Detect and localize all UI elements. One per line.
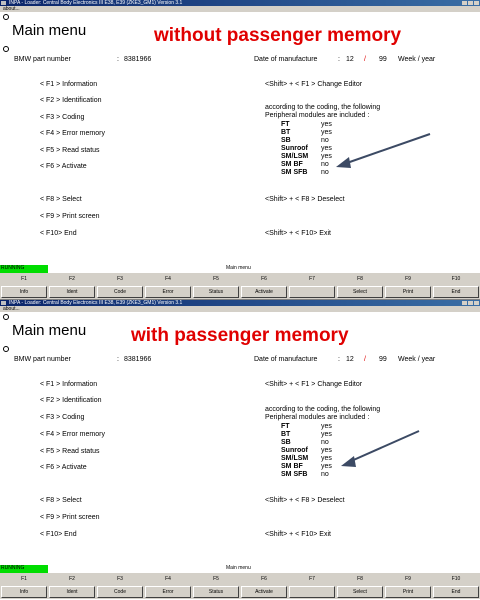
key-f5-read-status[interactable]: < F5 > Read status xyxy=(40,147,100,154)
status-bar xyxy=(0,565,480,573)
window-title: INPA - Loader: Central Body Electronics III E38, E39 (ZKE3_GM1) Version 3.1 xyxy=(9,300,183,306)
key-shift-f8-deselect[interactable]: <Shift> + < F8 > Deselect xyxy=(265,497,345,504)
module-value: no xyxy=(321,169,329,176)
key-f1-information[interactable]: < F1 > Information xyxy=(40,381,98,388)
module-name: SM SFB xyxy=(281,169,308,176)
key-f10-end[interactable]: < F10> End xyxy=(40,230,77,237)
module-value: yes xyxy=(321,447,332,454)
key-f2-identification[interactable]: < F2 > Identification xyxy=(40,97,102,104)
fkey-label: F1 xyxy=(21,576,27,582)
function-key-labels xyxy=(0,273,480,285)
fkey-label: F3 xyxy=(117,276,123,282)
code-button[interactable]: Code xyxy=(97,586,143,598)
ident-button[interactable]: Ident xyxy=(49,586,95,598)
module-value: yes xyxy=(321,121,332,128)
module-name: SM BF xyxy=(281,161,303,168)
part-number-value: 8381966 xyxy=(124,56,152,63)
arrow-icon xyxy=(0,300,480,600)
key-f4-error-memory[interactable]: < F4 > Error memory xyxy=(40,130,105,137)
end-button[interactable]: End xyxy=(433,586,479,598)
date-unit: Week / year xyxy=(398,356,436,363)
coding-text-line: according to the coding, the following xyxy=(265,104,381,111)
date-colon: : xyxy=(338,356,340,363)
annotation-label: without passenger memory xyxy=(154,25,402,46)
menu-about[interactable]: about... xyxy=(0,306,480,312)
error-button[interactable]: Error xyxy=(145,286,191,298)
part-number-label: BMW part number xyxy=(14,56,71,63)
fkey-label: F7 xyxy=(309,576,315,582)
date-unit: Week / year xyxy=(398,56,436,63)
status-button[interactable]: Status xyxy=(193,286,239,298)
info-button[interactable]: Info xyxy=(1,286,47,298)
date-year: 99 xyxy=(379,356,387,363)
date-week: 12 xyxy=(346,56,354,63)
module-value: no xyxy=(321,471,329,478)
module-value: no xyxy=(321,439,329,446)
date-year: 99 xyxy=(379,56,387,63)
activate-button[interactable]: Activate xyxy=(241,286,287,298)
key-f3-coding[interactable]: < F3 > Coding xyxy=(40,114,85,121)
print-button[interactable]: Print xyxy=(385,586,431,598)
part-number-colon: : xyxy=(117,56,119,63)
date-slash: / xyxy=(364,356,366,363)
status-button[interactable]: Status xyxy=(193,586,239,598)
fkey-label: F7 xyxy=(309,276,315,282)
key-f8-select[interactable]: < F8 > Select xyxy=(40,497,82,504)
key-shift-f10-exit[interactable]: <Shift> + < F10> Exit xyxy=(265,531,331,538)
module-name: SM BF xyxy=(281,463,303,470)
key-f3-coding[interactable]: < F3 > Coding xyxy=(40,414,85,421)
fkey-label: F4 xyxy=(165,576,171,582)
module-name: SM/LSM xyxy=(281,153,309,160)
fkey-label: F10 xyxy=(451,276,461,282)
date-colon: : xyxy=(338,56,340,63)
key-f4-error-memory[interactable]: < F4 > Error memory xyxy=(40,431,105,438)
annotation-label: with passenger memory xyxy=(131,325,349,346)
key-shift-f10-exit[interactable]: <Shift> + < F10> Exit xyxy=(265,230,331,237)
window-title: INPA - Loader: Central Body Electronics III E38, E39 (ZKE3_GM1) Version 3.1 xyxy=(9,0,183,6)
print-button[interactable]: Print xyxy=(385,286,431,298)
coding-text-line: according to the coding, the following xyxy=(265,406,381,413)
fkey-label: F5 xyxy=(213,276,219,282)
fkey-label: F5 xyxy=(213,576,219,582)
coding-text-line: Peripheral modules are included : xyxy=(265,112,370,119)
module-name: BT xyxy=(281,129,291,136)
code-button[interactable]: Code xyxy=(97,286,143,298)
select-button[interactable]: Select xyxy=(337,586,383,598)
key-f10-end[interactable]: < F10> End xyxy=(40,531,77,538)
empty-f7-button[interactable] xyxy=(289,586,335,598)
module-value: no xyxy=(321,161,329,168)
module-name: Sunroof xyxy=(281,145,308,152)
module-name: FT xyxy=(281,121,290,128)
screen-title: Main menu xyxy=(12,22,87,39)
key-f9-print-screen[interactable]: < F9 > Print screen xyxy=(40,514,100,521)
module-name: FT xyxy=(281,423,290,430)
toolbar xyxy=(0,285,480,299)
fkey-label: F9 xyxy=(405,276,411,282)
key-f8-select[interactable]: < F8 > Select xyxy=(40,196,82,203)
module-name: SB xyxy=(281,439,291,446)
module-value: yes xyxy=(321,153,332,160)
menu-about[interactable]: about... xyxy=(0,6,480,12)
key-f6-activate[interactable]: < F6 > Activate xyxy=(40,464,87,471)
activate-button[interactable]: Activate xyxy=(241,586,287,598)
module-value: yes xyxy=(321,145,332,152)
status-running: RUNNING xyxy=(0,265,48,274)
module-value: yes xyxy=(321,129,332,136)
fkey-label: F4 xyxy=(165,276,171,282)
module-name: SB xyxy=(281,137,291,144)
fkey-label: F6 xyxy=(261,276,267,282)
status-menu-name: Main menu xyxy=(226,565,251,571)
module-name: SM/LSM xyxy=(281,455,309,462)
module-name: BT xyxy=(281,431,291,438)
key-shift-f8-deselect[interactable]: <Shift> + < F8 > Deselect xyxy=(265,196,345,203)
date-slash: / xyxy=(364,56,366,63)
empty-f7-button[interactable] xyxy=(289,286,335,298)
status-bar xyxy=(0,265,480,273)
fkey-label: F1 xyxy=(21,276,27,282)
fkey-label: F9 xyxy=(405,576,411,582)
module-value: yes xyxy=(321,455,332,462)
end-button[interactable]: End xyxy=(433,286,479,298)
fkey-label: F8 xyxy=(357,576,363,582)
fkey-label: F10 xyxy=(451,576,461,582)
key-f2-identification[interactable]: < F2 > Identification xyxy=(40,397,102,404)
part-number-colon: : xyxy=(117,356,119,363)
status-running: RUNNING xyxy=(0,565,48,574)
fkey-label: F6 xyxy=(261,576,267,582)
key-f5-read-status[interactable]: < F5 > Read status xyxy=(40,448,100,455)
module-name: Sunroof xyxy=(281,447,308,454)
date-label: Date of manufacture xyxy=(254,56,318,63)
fkey-label: F8 xyxy=(357,276,363,282)
ident-button[interactable]: Ident xyxy=(49,286,95,298)
status-menu-name: Main menu xyxy=(226,265,251,271)
module-value: yes xyxy=(321,431,332,438)
module-value: yes xyxy=(321,463,332,470)
coding-text-line: Peripheral modules are included : xyxy=(265,414,370,421)
fkey-label: F2 xyxy=(69,276,75,282)
error-button[interactable]: Error xyxy=(145,586,191,598)
key-shift-f1-change-editor[interactable]: <Shift> + < F1 > Change Editor xyxy=(265,381,363,388)
screen-title: Main menu xyxy=(12,322,87,339)
part-number-label: BMW part number xyxy=(14,356,71,363)
module-name: SM SFB xyxy=(281,471,308,478)
part-number-value: 8381966 xyxy=(124,356,152,363)
date-week: 12 xyxy=(346,356,354,363)
screenshot-panel-bottom xyxy=(0,300,480,600)
module-value: no xyxy=(321,137,329,144)
fkey-label: F3 xyxy=(117,576,123,582)
key-f1-information[interactable]: < F1 > Information xyxy=(40,81,98,88)
select-button[interactable]: Select xyxy=(337,286,383,298)
function-key-labels xyxy=(0,573,480,585)
toolbar xyxy=(0,585,480,599)
date-label: Date of manufacture xyxy=(254,356,318,363)
fkey-label: F2 xyxy=(69,576,75,582)
info-button[interactable]: Info xyxy=(1,586,47,598)
key-f6-activate[interactable]: < F6 > Activate xyxy=(40,163,87,170)
key-shift-f1-change-editor[interactable]: <Shift> + < F1 > Change Editor xyxy=(265,81,363,88)
module-value: yes xyxy=(321,423,332,430)
key-f9-print-screen[interactable]: < F9 > Print screen xyxy=(40,213,100,220)
